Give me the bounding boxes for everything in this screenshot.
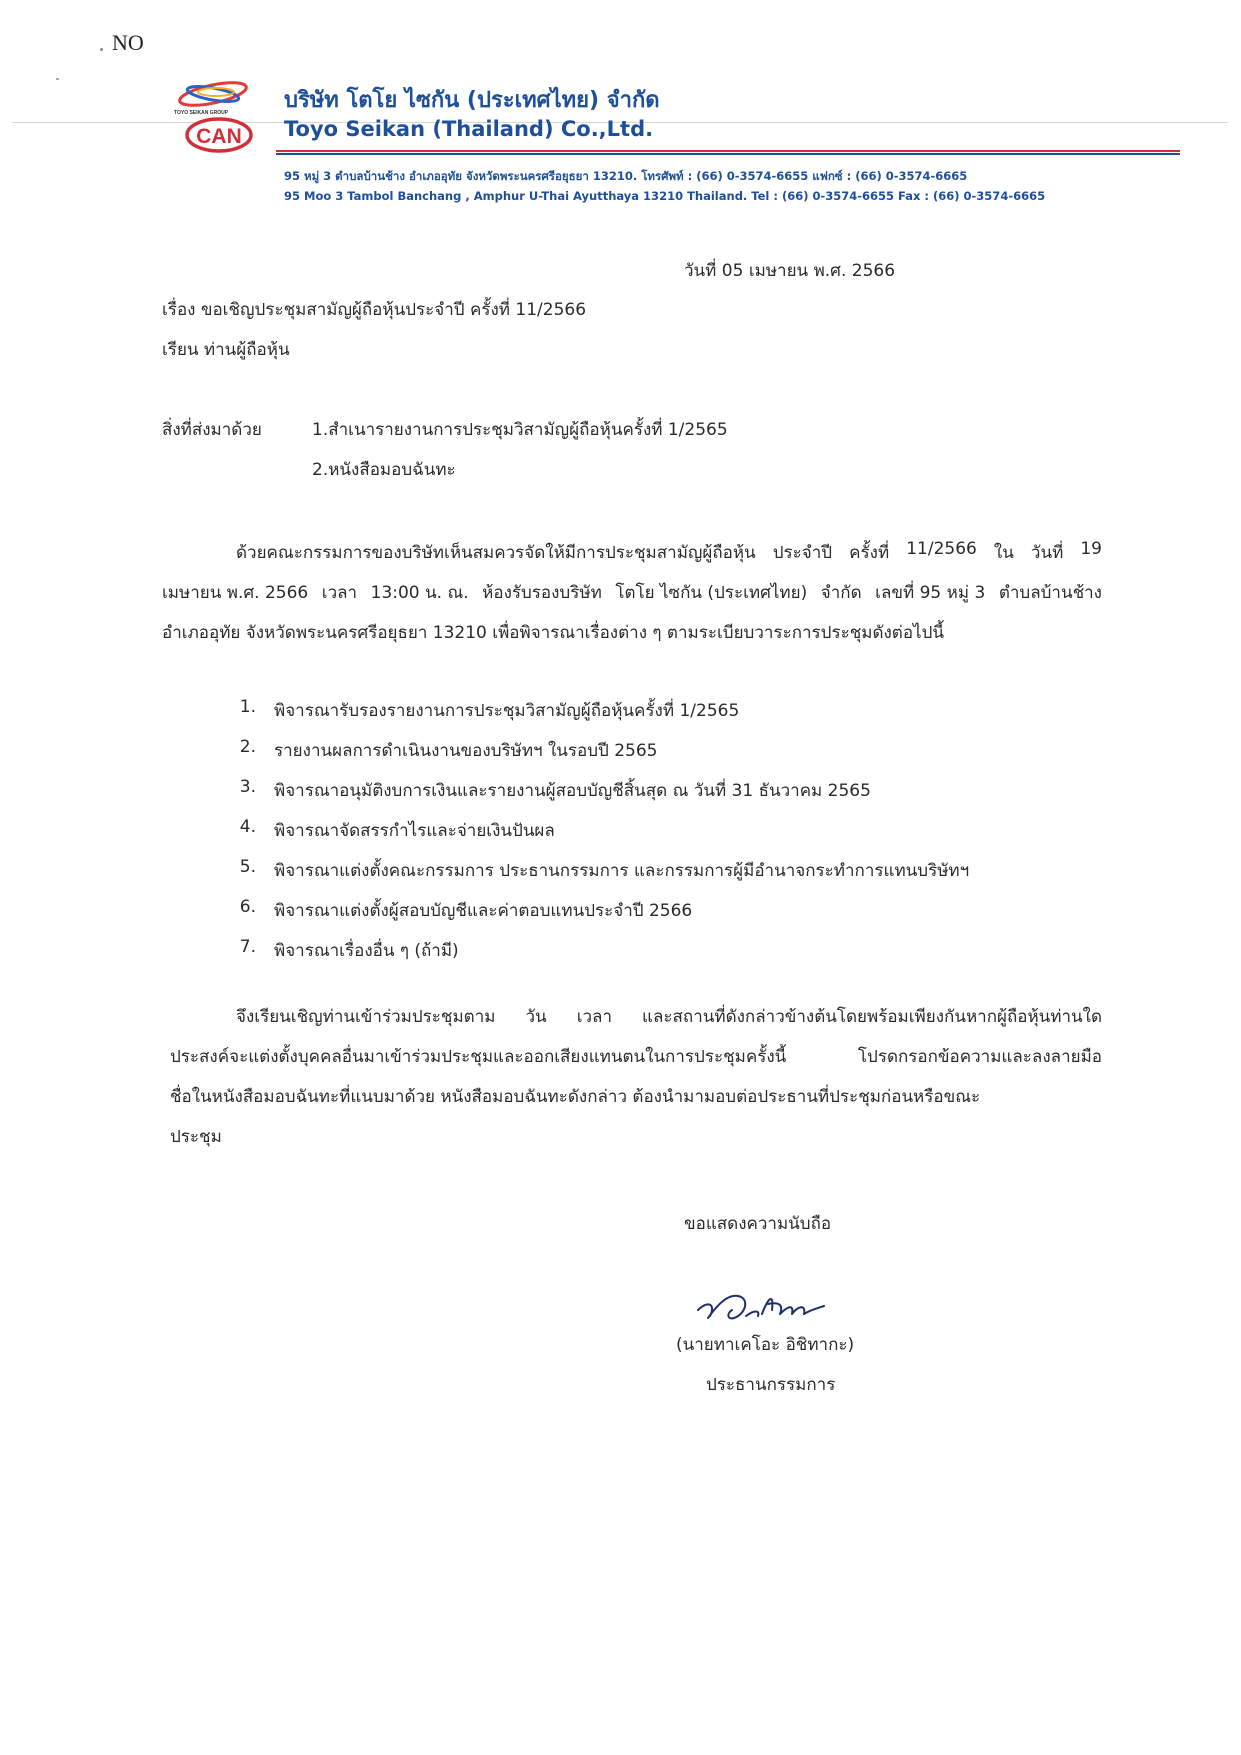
text-segment: ตำบลบ้านช้าง <box>998 583 1102 603</box>
address-en: 95 Moo 3 Tambol Banchang , Amphur U-Thai Ayutthaya 13210 Thailand. Tel : (66) 0-3574-6655 Fax : (66) 0-3574-6665 <box>284 189 1046 203</box>
paragraph-2-line-2 <box>170 1043 1102 1070</box>
agenda-item: พิจารณาแต่งตั้งคณะกรรมการ ประธานกรรมการ และกรรมการผู้มีอำนาจกระทำการแทนบริษัทฯ <box>274 861 970 881</box>
text-segment: ด้วยคณะกรรมการของบริษัทเห็นสมควรจัดให้มีการประชุมสามัญผู้ถือหุ้น <box>236 543 756 563</box>
enclosure-item: 1.สำเนารายงานการประชุมวิสามัญผู้ถือหุ้นครั้งที่ 1/2565 <box>312 420 728 440</box>
enclosure-item: 2.หนังสือมอบฉันทะ <box>312 460 456 480</box>
text-segment: โปรดกรอกข้อความและลงลายมือ <box>857 1047 1102 1067</box>
header-red-rule <box>276 150 1180 152</box>
paragraph-2-line-4: ประชุม <box>170 1127 222 1147</box>
logo-group-text: TOYO SEIKAN GROUP <box>174 110 229 116</box>
paragraph-2-line-3: ชื่อในหนังสือมอบฉันทะที่แนบมาด้วย หนังสือมอบฉันทะดังกล่าว ต้องนำมามอบต่อประธานที่ประชุมก่อนหรือขณะ <box>170 1087 981 1107</box>
signer-name: (นายทาเคโอะ อิชิทากะ) <box>676 1335 855 1355</box>
agenda-number: 6. <box>239 897 256 917</box>
signer-title: ประธานกรรมการ <box>706 1375 836 1395</box>
text-segment: วันที่ <box>1030 543 1064 563</box>
scan-speck <box>100 48 103 51</box>
text-segment: 19 <box>1080 539 1102 559</box>
text-segment: ครั้งที่ <box>849 543 890 563</box>
text-segment: เวลา <box>576 1007 613 1027</box>
text-segment: โตโย ไซกัน (ประเทศไทย) <box>615 583 808 603</box>
letter-salutation: เรียน ท่านผู้ถือหุ้น <box>162 340 290 360</box>
address-th: 95 หมู่ 3 ตำบลบ้านช้าง อำเภออุทัย จังหวัดพระนครศรีอยุธยา 13210. โทรศัพท์ : (66) 0-3574-6655 แฟกซ์ : (66) 0-3574-6665 <box>284 169 968 183</box>
paragraph-1-line-1 <box>236 539 1102 566</box>
handwritten-signature <box>688 1280 868 1330</box>
text-segment: และสถานที่ดังกล่าวข้างต้นโดยพร้อมเพียงกันหากผู้ถือหุ้นท่านใด <box>642 1007 1102 1027</box>
paragraph-2-line-1 <box>236 1003 1102 1030</box>
text-segment: เวลา <box>321 583 358 603</box>
enclosures-label: สิ่งที่ส่งมาด้วย <box>162 420 262 440</box>
text-segment: จำกัด <box>820 583 862 603</box>
agenda-item: พิจารณาจัดสรรกำไรและจ่ายเงินปันผล <box>274 821 555 841</box>
letter-date: วันที่ 05 เมษายน พ.ศ. 2566 <box>684 261 896 281</box>
text-segment: เลขที่ 95 หมู่ 3 <box>875 583 986 603</box>
header-blue-rule <box>276 153 1180 155</box>
agenda-number: 3. <box>239 777 256 797</box>
agenda-number: 1. <box>239 697 256 717</box>
agenda-item: พิจารณาแต่งตั้งผู้สอบบัญชีและค่าตอบแทนประจำปี 2566 <box>274 901 693 921</box>
company-name-th: บริษัท โตโย ไซกัน (ประเทศไทย) จำกัด <box>284 88 660 113</box>
can-logo <box>184 116 254 154</box>
text-segment: ห้องรับรองบริษัท <box>482 583 602 603</box>
text-segment: จึงเรียนเชิญท่านเข้าร่วมประชุมตาม <box>236 1007 496 1027</box>
toyo-seikan-group-logo <box>172 80 254 116</box>
agenda-item: รายงานผลการดำเนินงานของบริษัทฯ ในรอบปี 2565 <box>274 741 658 761</box>
logo-can-text: CAN <box>196 125 242 148</box>
corner-mark: NO <box>112 30 144 55</box>
agenda-number: 7. <box>239 937 256 957</box>
text-segment: 11/2566 <box>906 539 977 559</box>
text-segment: 13:00 น. ณ. <box>370 583 469 603</box>
agenda-number: 5. <box>239 857 256 877</box>
scan-speck <box>56 78 59 80</box>
closing-phrase: ขอแสดงความนับถือ <box>684 1214 832 1234</box>
text-segment: ประจำปี <box>772 543 833 563</box>
agenda-number: 2. <box>239 737 256 757</box>
text-segment: วัน <box>525 1007 547 1027</box>
paragraph-1-line-3: อำเภออุทัย จังหวัดพระนครศรีอยุธยา 13210 เพื่อพิจารณาเรื่องต่าง ๆ ตามระเบียบวาระการประชุมดังต่อไปนี้ <box>162 623 945 643</box>
agenda-item: พิจารณารับรองรายงานการประชุมวิสามัญผู้ถือหุ้นครั้งที่ 1/2565 <box>274 701 740 721</box>
agenda-item: พิจารณาเรื่องอื่น ๆ (ถ้ามี) <box>274 941 459 961</box>
text-segment: ประสงค์จะแต่งตั้งบุคคลอื่นมาเข้าร่วมประชุมและออกเสียงแทนตนในการประชุมครั้งนี้ <box>170 1047 787 1067</box>
agenda-number: 4. <box>239 817 256 837</box>
agenda-item: พิจารณาอนุมัติงบการเงินและรายงานผู้สอบบัญชีสิ้นสุด ณ วันที่ 31 ธันวาคม 2565 <box>274 781 871 801</box>
text-segment: ใน <box>993 543 1014 563</box>
company-name-en: Toyo Seikan (Thailand) Co.,Ltd. <box>284 117 654 141</box>
letter-subject: เรื่อง ขอเชิญประชุมสามัญผู้ถือหุ้นประจำปี ครั้งที่ 11/2566 <box>162 300 587 320</box>
text-segment: เมษายน พ.ศ. 2566 <box>162 583 309 603</box>
paragraph-1-line-2 <box>162 579 1102 606</box>
